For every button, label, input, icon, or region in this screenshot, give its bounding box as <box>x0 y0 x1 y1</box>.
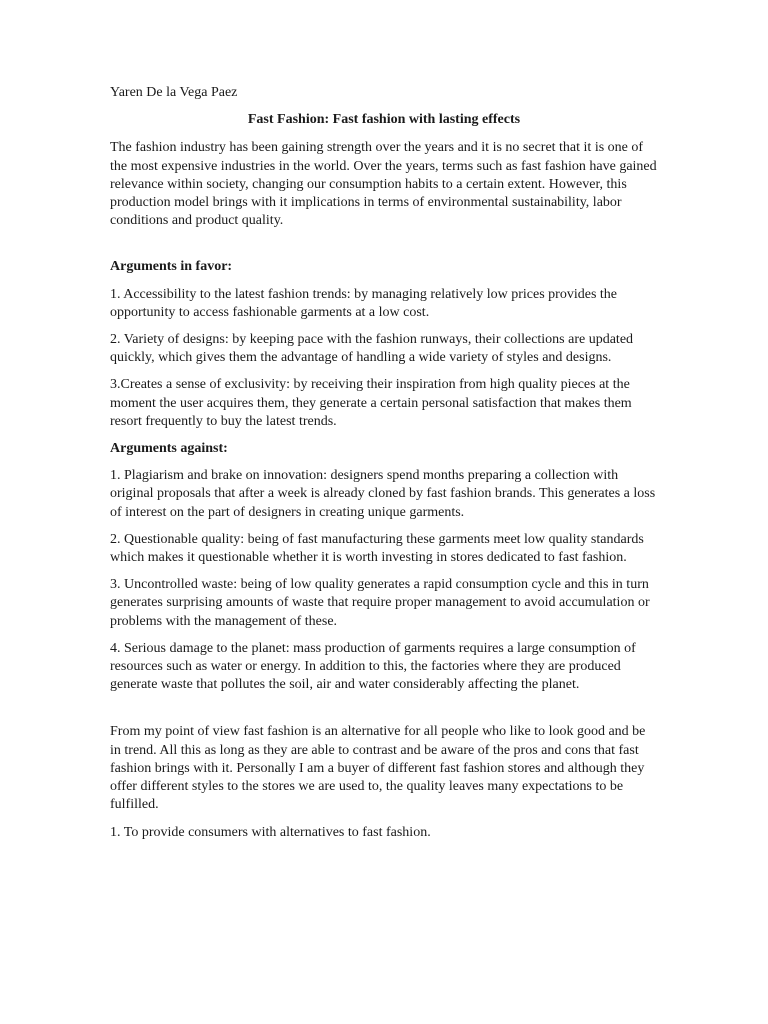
against-heading: Arguments against: <box>110 441 228 457</box>
against-item: 1. Plagiarism and brake on innovation: designers spend months preparing a collection with original proposals that after a week is already cloned by fast fashion brands. This generates a loss of interest on the part of designers in creating unique garments. <box>110 468 656 520</box>
against-item: 4. Serious damage to the planet: mass production of garments requires a large consumption of resources such as water or energy. In addition to this, the factories where they are produced generate waste that pollutes the soil, air and water considerably affecting the planet. <box>110 640 636 693</box>
favor-item: 2. Variety of designs: by keeping pace with the fashion runways, their collections are updated quickly, which gives them the advantage of handling a wide variety of styles and designs. <box>110 332 634 366</box>
opinion-paragraph: From my point of view fast fashion is an alternative for all people who like to look good and be in trend. All this as long as they are able to contrast and be aware of the pros and cons that fast fashion brings with it. Personally I am a buyer of different fast fashion stores and although they offer different styles to the stores we are used to, the quality leaves many expectations to be fulfilled. <box>110 724 646 813</box>
document-title: Fast Fashion: Fast fashion with lasting effects <box>247 112 521 128</box>
author-name: Yaren De la Vega Paez <box>110 85 238 100</box>
favor-heading: Arguments in favor: <box>110 259 233 275</box>
favor-item: 1. Accessibility to the latest fashion trends: by managing relatively low prices provides the opportunity to access fashionable garments at a low cost. <box>110 286 617 320</box>
intro-paragraph: The fashion industry has been gaining strength over the years and it is no secret that it is one of the most expensive industries in the world. Over the years, terms such as fast fashion have gained relevance within society, changing our consumption habits to a certain extent. However, this production model brings with it implications in terms of environmental sustainability, labor conditions and product quality. <box>110 140 657 229</box>
spacer <box>110 703 658 723</box>
proposal-item: 1. To provide consumers with alternatives to fast fashion. <box>110 824 431 840</box>
against-item: 3. Uncontrolled waste: being of low quality generates a rapid consumption cycle and this in turn generates surprising amounts of waste that require proper management to avoid accumulation or problems with the management of these. <box>110 577 650 629</box>
document-page <box>110 84 658 851</box>
against-item: 2. Questionable quality: being of fast manufacturing these garments meet low quality standards which makes it questionable whether it is worth investing in stores dedicated to fast fashion. <box>110 531 644 566</box>
favor-item: 3.Creates a sense of exclusivity: by receiving their inspiration from high quality pieces at the moment the user acquires them, they generate a certain personal satisfaction that makes them resort frequently to buy the latest trends. <box>110 377 632 429</box>
spacer <box>110 239 658 258</box>
